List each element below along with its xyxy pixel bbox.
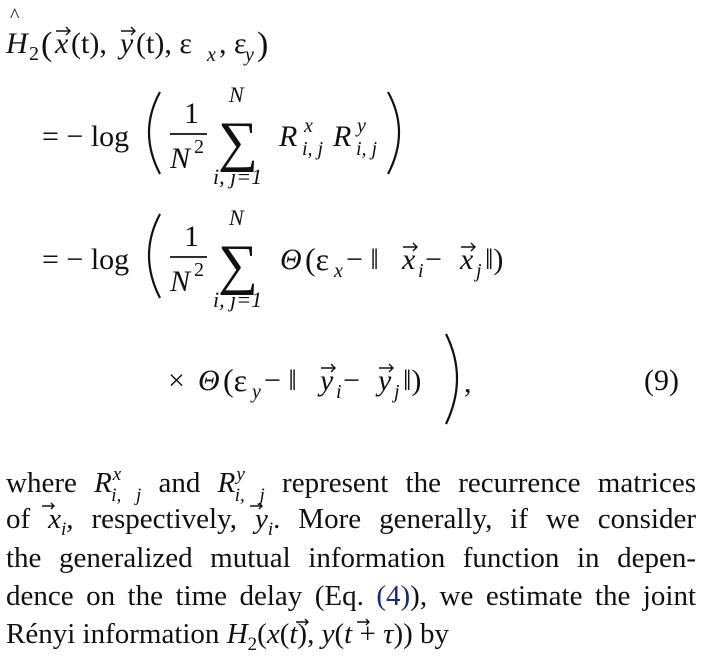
svg-text:∑: ∑ xyxy=(218,111,258,173)
equation-number: (9) xyxy=(644,364,679,397)
svg-text:y: y xyxy=(378,364,392,397)
svg-text:(ε: (ε xyxy=(305,241,330,277)
equation-ref-link[interactable]: (4) xyxy=(376,580,411,612)
svg-text:i: i xyxy=(418,260,424,282)
svg-text:(: ( xyxy=(41,26,53,63)
svg-text:1: 1 xyxy=(184,220,199,253)
svg-text:x: x xyxy=(55,27,69,60)
svg-text:,: , xyxy=(464,366,472,399)
equation-lhs xyxy=(5,5,268,66)
svg-text:i, j=1: i, j=1 xyxy=(213,164,263,189)
svg-text:j: j xyxy=(476,260,482,282)
svg-text:‖): ‖) xyxy=(403,364,422,397)
H-symbol: H xyxy=(6,27,28,60)
svg-text:2: 2 xyxy=(194,259,204,281)
prose-line-1: where $R^x_{i, j}$ and $R^y_{i, j}$ represent the recurrence matrices xyxy=(6,464,697,506)
svg-text:i: i xyxy=(336,381,342,403)
svg-text:y: y xyxy=(245,44,254,66)
svg-text:(t),: (t), xyxy=(71,27,107,60)
svg-text:Θ: Θ xyxy=(280,243,302,276)
H-subscript: 2 xyxy=(29,43,39,65)
svg-text:y: y xyxy=(320,364,334,397)
svg-text:R: R xyxy=(333,120,352,153)
prose-line-2: of $x_i$, respectively, $y_i$. More generally, if we consider xyxy=(6,503,696,540)
svg-text:(t), ε: (t), ε xyxy=(136,27,192,60)
svg-text:i, j: i, j xyxy=(302,138,324,160)
svg-text:Θ: Θ xyxy=(198,364,220,397)
equation-line-1 xyxy=(42,82,399,189)
svg-text:1: 1 xyxy=(184,97,199,130)
svg-text:= − log: = − log xyxy=(42,243,130,276)
hat-mark: ^ xyxy=(10,5,20,27)
svg-text:N: N xyxy=(229,205,244,230)
svg-text:(ε: (ε xyxy=(223,362,248,398)
svg-text:y: y xyxy=(120,27,134,60)
svg-text:= − log: = − log xyxy=(42,120,130,153)
svg-text:y: y xyxy=(252,381,261,403)
svg-text:−: − xyxy=(425,243,442,276)
svg-text:∑: ∑ xyxy=(218,234,258,296)
svg-text:− ‖: − ‖ xyxy=(346,243,379,276)
svg-text:N: N xyxy=(229,82,244,107)
svg-text:x: x xyxy=(334,260,343,282)
svg-text:N: N xyxy=(170,142,191,175)
equation-line-3 xyxy=(168,334,679,424)
svg-text:N: N xyxy=(170,265,191,298)
svg-text:x: x xyxy=(207,44,216,66)
svg-text:2: 2 xyxy=(194,136,204,158)
prose-line-4: dence on the time delay (Eq. (4)), we estimate the joint xyxy=(6,580,697,612)
svg-text:− ‖: − ‖ xyxy=(264,364,297,397)
svg-text:, ε: , ε xyxy=(219,27,247,60)
svg-text:×: × xyxy=(168,364,185,397)
svg-text:x: x xyxy=(402,243,416,276)
svg-text:i, j=1: i, j=1 xyxy=(213,287,263,312)
svg-text:j: j xyxy=(394,381,400,403)
prose-line-3: the generalized mutual information function in depen- xyxy=(6,542,696,574)
svg-text:x: x xyxy=(304,115,313,137)
svg-text:R: R xyxy=(279,120,298,153)
svg-text:−: − xyxy=(343,364,360,397)
prose-line-5: Rényi information $H_2(x(t)$, y(t + τ)) by xyxy=(6,618,450,655)
svg-text:): ) xyxy=(257,26,269,63)
svg-text:i, j: i, j xyxy=(356,138,378,160)
svg-text:y: y xyxy=(357,115,366,137)
svg-text:x: x xyxy=(460,243,474,276)
svg-text:‖): ‖) xyxy=(485,243,504,276)
equation-line-2 xyxy=(42,205,503,312)
